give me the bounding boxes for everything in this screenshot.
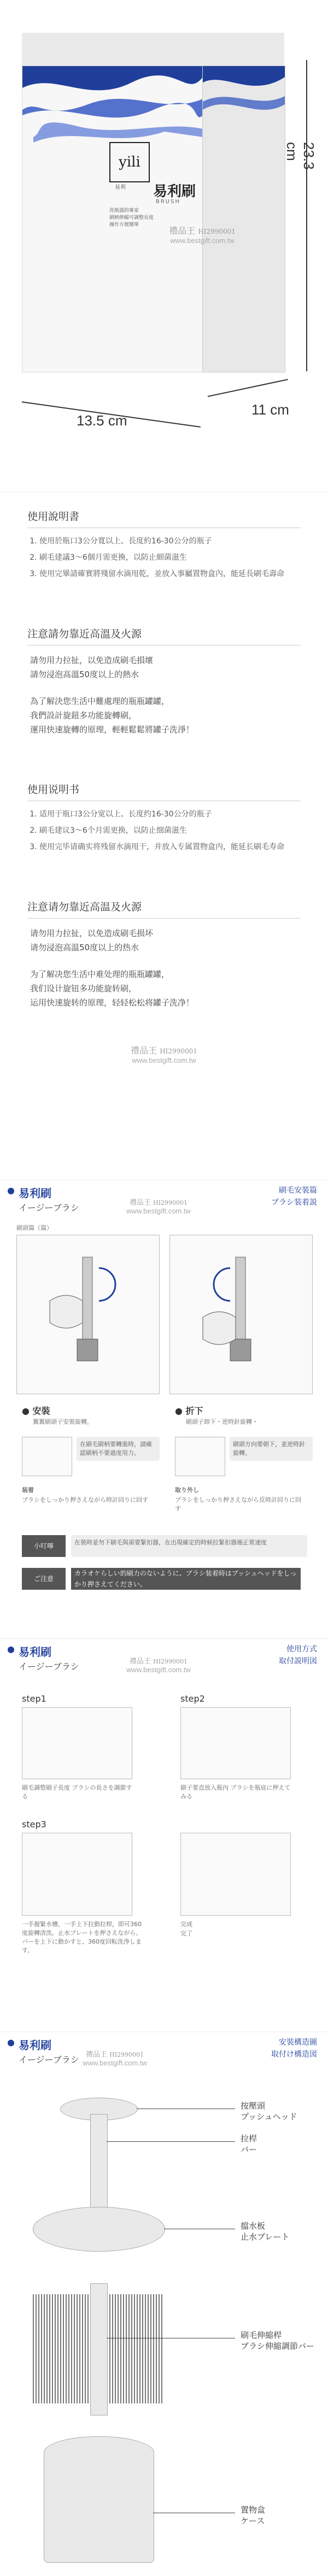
note-title-sc: 注意请勿靠近高温及火源 xyxy=(27,901,142,913)
watermark-title: 禮品王 xyxy=(169,226,196,236)
watermark-code: HI2990001 xyxy=(198,228,236,235)
brand-logo: yili xyxy=(109,142,150,182)
manual-title-tc: 使用說明書 xyxy=(27,511,80,523)
watermark-code: HI2990001 xyxy=(153,1199,188,1206)
bullet-icon xyxy=(8,1188,14,1194)
side-brush-pattern xyxy=(203,66,285,153)
list-item: 1. 使用於瓶口3公分寬以上、長度約16-30公分的瓶子 xyxy=(39,533,307,549)
watermark-title: 禮品王 xyxy=(131,1045,157,1056)
divider xyxy=(27,918,301,919)
step4-text: 完成 xyxy=(180,1921,192,1928)
list-item: 3. 使用完毕请确实将残留水滴甩干，并放入专属置物盒内，能延长刷毛寿命 xyxy=(39,839,307,855)
install-illustration xyxy=(16,1235,160,1394)
tip-tag: 小叮嚀 xyxy=(22,1535,66,1557)
card-title: 易利刷 xyxy=(19,1187,51,1200)
card-right-label: 使用方式 xyxy=(286,1645,317,1654)
part-name-tc: 拉桿 xyxy=(241,2134,257,2143)
step2-label: step2 xyxy=(180,1693,205,1704)
height-dimension-line xyxy=(306,60,307,371)
brand-name: 易利刷 xyxy=(153,183,196,200)
manual-list-sc xyxy=(27,806,307,855)
install-label: ● 安裝 xyxy=(22,1406,50,1416)
card-subtitle: イージーブラシ xyxy=(19,2054,79,2065)
install-card xyxy=(0,1180,328,1639)
brand-name-en: BRUSH xyxy=(156,199,180,205)
watermark-code: HI2990001 xyxy=(109,2051,144,2058)
hand-brush-remove-icon xyxy=(170,1235,312,1394)
list-item: 1. 适用于瓶口3公分宽以上、长度约16-30公分的瓶子 xyxy=(39,806,307,822)
step4-text-jp: 完了 xyxy=(180,1930,192,1937)
step1-illustration xyxy=(22,1707,132,1779)
list-item: 3. 使用完畢請確實將殘留水滴甩乾，並放入事屬置物盒內，能延長刷毛壽命 xyxy=(39,566,307,582)
watermark-url: www.bestgift.com.tw xyxy=(126,1207,191,1215)
note-line: 为了解决您生活中难处理的瓶瓶罐罐， xyxy=(30,969,170,979)
usage-card xyxy=(0,1638,328,2032)
part-label xyxy=(241,2220,289,2242)
part-label xyxy=(241,2100,297,2122)
install-detail-sketch xyxy=(22,1437,72,1476)
part-label xyxy=(241,2504,265,2526)
logo-subtext: 易利 xyxy=(115,185,126,191)
install-ref: ブラシをしっかり押さえながら時計回りに回す xyxy=(22,1496,148,1503)
note-lines-tc xyxy=(30,653,153,682)
card-right-label-jp: 取付け構造図 xyxy=(271,2050,317,2059)
step4-illustration xyxy=(180,1833,291,1916)
note-line: 為了解決您生活中難處理的瓶瓶罐罐， xyxy=(30,696,170,706)
watermark xyxy=(148,224,257,245)
part-name-jp: ケース xyxy=(241,2516,265,2526)
caution-text: カラオケらしい的刷力のないように、ブラシ装着時はプッシュヘッドをしっかり押さえてください。 xyxy=(71,1568,301,1590)
part-label xyxy=(241,2133,257,2155)
watermark-url: www.bestgift.com.tw xyxy=(126,1666,191,1674)
bar xyxy=(90,2114,108,2213)
brush-rod xyxy=(90,2283,108,2415)
bullet-icon xyxy=(8,2040,14,2046)
install-label-text: 安裝 xyxy=(32,1406,50,1416)
watermark-title: 禮品王 xyxy=(85,2051,107,2059)
card-title: 易利刷 xyxy=(19,2039,51,2052)
note-line: 请勿用力拉扯，以免造成刷毛损坏 xyxy=(30,928,154,938)
product-box-photo xyxy=(0,0,328,491)
manual-title-sc: 使用说明书 xyxy=(27,784,80,796)
structure-card xyxy=(0,2032,328,2576)
note-line: 請勿用力拉扯，以免造成刷毛損壞 xyxy=(30,655,154,665)
note-line: 請勿浸泡高溫50度以上的熱水 xyxy=(30,670,139,679)
install-jp: 翼翼刷頭子安裝旋轉， xyxy=(33,1418,93,1425)
depth-dimension: 11 cm xyxy=(251,401,289,418)
case xyxy=(44,2436,154,2563)
card-right-label-jp: ブラシ装着説 xyxy=(271,1198,317,1207)
note-line: 運用快速旋轉的原理，輕輕鬆鬆將罐子洗淨！ xyxy=(30,725,195,735)
watermark-url: www.bestgift.com.tw xyxy=(132,1056,196,1064)
install-note: 在刷毛刷柄要轉進時，請確認刷柄不要過度用力。 xyxy=(77,1437,160,1461)
leader-line xyxy=(107,2141,235,2142)
watermark xyxy=(55,2048,175,2067)
remove-note: 刷頭方向要朝下，並逆時針旋轉。 xyxy=(230,1437,313,1461)
part-name-tc: 置物盒 xyxy=(241,2505,266,2515)
box-text-line: 操作方便簡單 xyxy=(109,222,139,228)
note-line: 运用快速旋转的原理，轻轻松松将罐子洗净！ xyxy=(30,998,195,1008)
part-name-jp: バー xyxy=(241,2145,257,2154)
step2-illustration xyxy=(180,1707,291,1779)
part-name-jp: ブラシ伸縮調節バー xyxy=(241,2341,315,2351)
note-title-tc: 注意請勿靠近高溫及火源 xyxy=(27,628,142,640)
note-line: 我們設計旋鈕多功能旋轉刷， xyxy=(30,710,137,720)
step1-text: 刷毛調整刷子長度 ブラシの長さを調節する xyxy=(22,1784,132,1800)
hand-brush-icon xyxy=(17,1235,159,1394)
card-subtitle: イージーブラシ xyxy=(19,1661,79,1672)
watermark xyxy=(98,1197,219,1215)
watermark-code: HI2990001 xyxy=(160,1047,197,1055)
step3-label: step3 xyxy=(22,1819,46,1829)
remove-ref: ブラシをしっかり押さえながら反時計回りに回す xyxy=(175,1496,301,1512)
box-text-line: 刷柄伸縮可調整長度 xyxy=(109,215,154,221)
box-side-face xyxy=(202,66,285,372)
remove-jp: 刷頭子卸下・逆時針旋轉・ xyxy=(186,1418,258,1425)
height-dimension: 23.3 cm xyxy=(284,142,317,170)
watermark-title: 禮品王 xyxy=(129,1199,151,1207)
box-text-line: 洗瓶器的專家 xyxy=(109,208,139,214)
card-right-label: 安裝構造圖 xyxy=(279,2038,317,2047)
step1-label: step1 xyxy=(22,1693,46,1704)
part-name-tc: 擋水板 xyxy=(241,2221,266,2231)
install-ref-title: 装着 xyxy=(22,1487,34,1494)
water-plate xyxy=(33,2207,165,2252)
part-label xyxy=(241,2330,314,2352)
note-para-tc xyxy=(30,694,194,737)
list-item: 2. 刷毛建议3～6个月需更换，以防止细菌滋生 xyxy=(39,822,307,839)
watermark-code: HI2990001 xyxy=(153,1658,188,1665)
watermark-url: www.bestgift.com.tw xyxy=(83,2059,147,2067)
width-dimension: 13.5 cm xyxy=(77,412,127,429)
part-name-jp: 止水プレート xyxy=(241,2232,290,2242)
step3-text: 一手握緊水槽，一手上下拉動拉桿，即可360度旋轉清洗。止水プレートを押さえながら、バーを上下に動かすと、360度回転洗浄します。 xyxy=(22,1921,142,1954)
caption: 刷頭篇（篇） xyxy=(16,1224,52,1231)
bullet-icon xyxy=(8,1647,14,1653)
caution-tag: ご注意 xyxy=(22,1568,66,1590)
card-subtitle: イージーブラシ xyxy=(19,1203,79,1213)
watermark xyxy=(98,1655,219,1674)
watermark xyxy=(104,1044,224,1064)
manual-section xyxy=(0,491,328,1180)
note-para-sc xyxy=(30,967,194,1010)
remove-illustration xyxy=(169,1235,313,1394)
card-right-label: 刷毛安裝篇 xyxy=(279,1186,317,1195)
list-item: 2. 刷毛建議3～6個月需更換，以防止細菌滋生 xyxy=(39,549,307,566)
watermark-title: 禮品王 xyxy=(129,1657,151,1666)
depth-dimension-line xyxy=(208,379,288,397)
note-lines-sc xyxy=(30,926,153,955)
step3-illustration xyxy=(22,1833,132,1916)
step2-text: 刷子要直放入瓶內 ブラシを瓶底に押えてみる xyxy=(180,1784,291,1800)
part-name-tc: 按壓頭 xyxy=(241,2101,266,2111)
remove-label-text: 折下 xyxy=(185,1406,203,1416)
part-name-tc: 刷毛伸縮桿 xyxy=(241,2330,282,2340)
note-line: 我们设计旋钮多功能旋转刷， xyxy=(30,984,137,993)
divider xyxy=(27,645,301,646)
part-name-jp: プッシュヘッド xyxy=(241,2112,297,2122)
card-right-label-jp: 取付説明図 xyxy=(279,1657,317,1666)
card-title: 易利刷 xyxy=(19,1645,51,1659)
manual-list-tc xyxy=(27,533,307,582)
watermark-url: www.bestgift.com.tw xyxy=(170,236,235,245)
remove-detail-sketch xyxy=(175,1437,225,1476)
tip-text: 在裝時並勿下刷毛與需要緊扣器，在出現確定的時候拉緊扣器施正常速度 xyxy=(71,1535,307,1557)
remove-label: ● 折下 xyxy=(175,1406,203,1416)
remove-ref-title: 取り外し xyxy=(175,1487,199,1494)
note-line: 请勿浸泡高温50度以上的热水 xyxy=(30,943,139,952)
